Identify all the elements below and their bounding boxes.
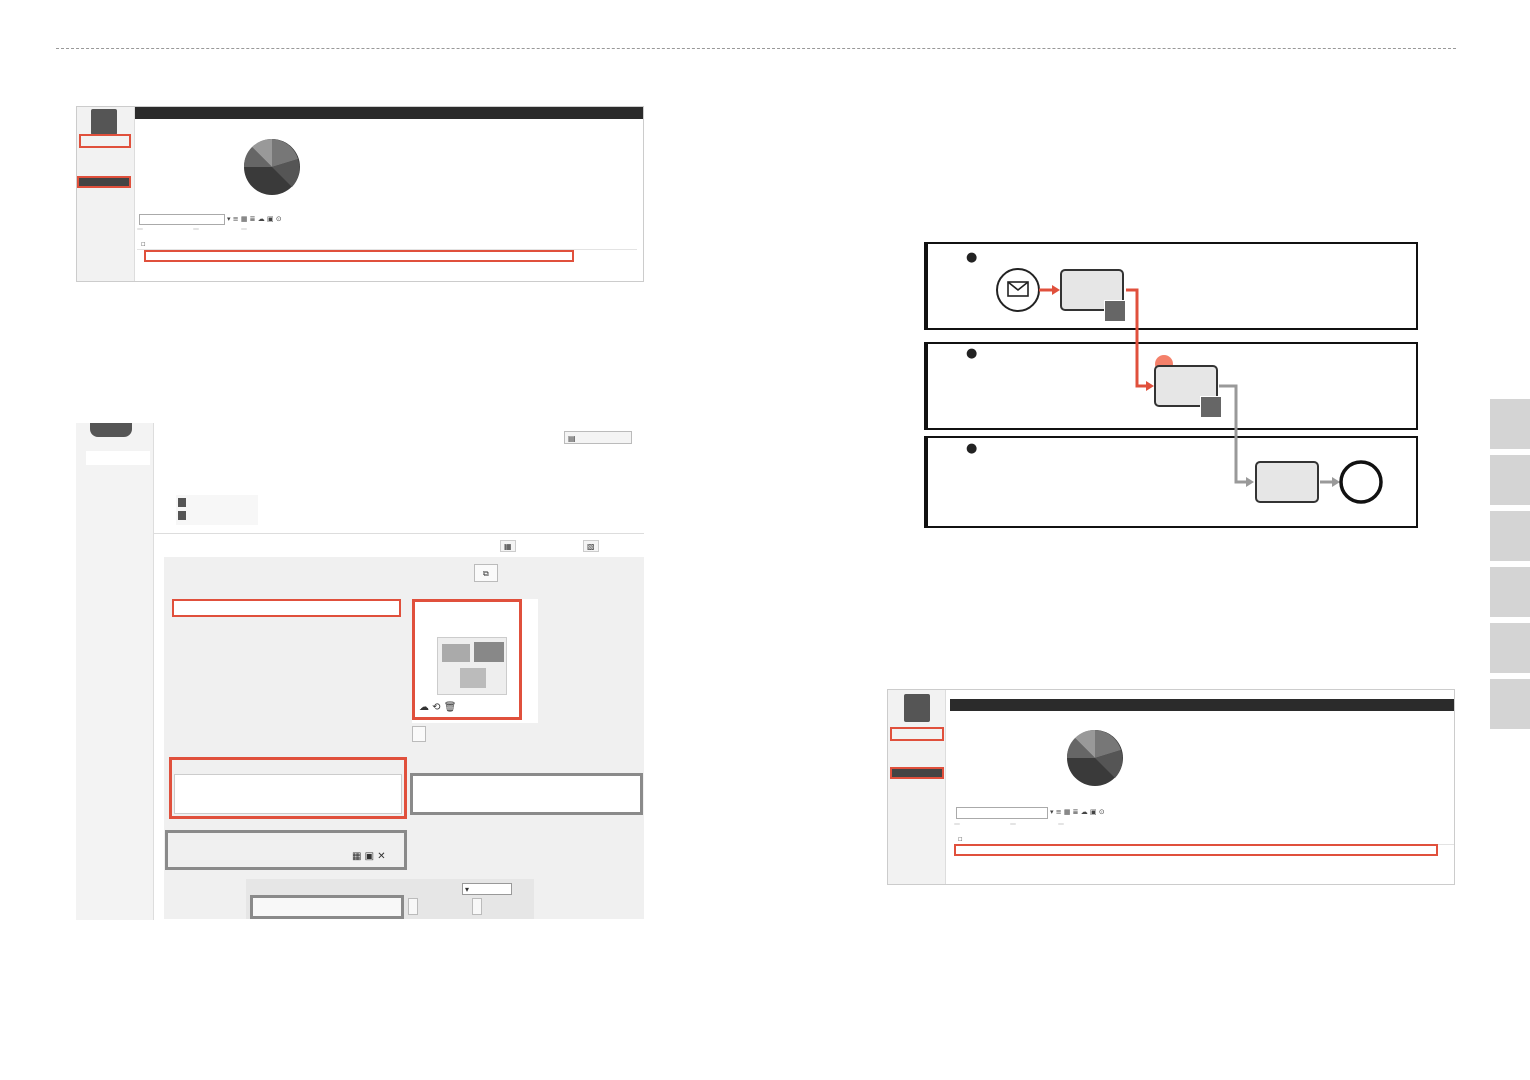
fig5-pie-chart	[242, 137, 302, 197]
fig5-table-header: ☐	[137, 240, 637, 250]
tab-chapter-4[interactable]	[1490, 567, 1530, 617]
person-icon: ●	[966, 250, 978, 265]
chapter-tabs	[1490, 343, 1530, 735]
fig5-app-filter[interactable]	[139, 214, 225, 225]
filter-chip[interactable]	[1058, 823, 1064, 825]
role-select[interactable]: ▾	[462, 883, 512, 895]
tab-chapter-1[interactable]	[1490, 399, 1530, 449]
filter-chip[interactable]	[954, 823, 960, 825]
fig8-table-header: ☐	[954, 835, 1455, 845]
tab-chapter-3[interactable]	[1490, 511, 1530, 561]
header-divider	[56, 48, 1456, 49]
book-icon: ▤	[568, 434, 576, 443]
assignee-list	[176, 495, 258, 525]
fig6-screenshot	[76, 423, 644, 920]
bpmn-diagram	[924, 242, 1418, 532]
filter-chip[interactable]	[193, 228, 199, 230]
fig8-toolbar-icons[interactable]: ▾ ≡ ▦ ≣ ☁ ▣ ⊙	[1050, 808, 1105, 816]
add-file-button[interactable]	[412, 726, 426, 742]
task-produce-deliver	[1255, 461, 1319, 503]
related-conversation-button[interactable]: ▦	[500, 540, 516, 552]
fig8-pie-chart	[1065, 728, 1125, 788]
avatar	[91, 109, 117, 135]
fig5-screenshot	[76, 106, 644, 282]
user-icon: ■	[178, 498, 186, 507]
tab-chapter-2[interactable]	[1490, 455, 1530, 505]
fig5-topbar	[135, 107, 644, 119]
calendar-icon[interactable]: ▦ ▣ ✕	[352, 851, 386, 862]
avatar	[904, 694, 930, 722]
discard-suspend-button[interactable]	[472, 898, 482, 915]
fig6-sidebar	[76, 423, 154, 920]
image-thumbnail[interactable]	[437, 637, 507, 695]
filter-chip[interactable]	[1010, 823, 1016, 825]
filter-chip[interactable]	[241, 228, 247, 230]
process-status-button[interactable]: ▧	[583, 540, 599, 552]
user-icon: ■	[178, 511, 186, 520]
fig8-topbar	[950, 699, 1455, 711]
fig5-sidebar	[77, 107, 135, 281]
fig8-screenshot	[887, 689, 1455, 885]
filter-chip[interactable]	[137, 228, 143, 230]
person-icon: ●	[966, 346, 978, 361]
save-suspend-button[interactable]	[408, 898, 418, 915]
copy-data-button[interactable]: ⧉	[474, 564, 498, 582]
avatar	[90, 423, 132, 437]
person-icon: ●	[966, 441, 978, 456]
fig8-app-filter[interactable]	[956, 807, 1048, 819]
fig6-user	[86, 451, 150, 465]
fig8-sidebar	[888, 690, 946, 884]
user-avatar-icon	[1104, 300, 1126, 322]
tab-chapter-5[interactable]	[1490, 623, 1530, 673]
user-avatar-icon	[1200, 396, 1222, 418]
tab-chapter-6[interactable]	[1490, 679, 1530, 729]
request-field[interactable]	[174, 774, 402, 814]
image-actions[interactable]: ☁ ⟲ 🗑	[419, 702, 457, 713]
manual-button[interactable]	[564, 431, 632, 444]
fig5-toolbar-icons[interactable]: ▾ ≡ ▦ ≣ ☁ ▣ ⊙	[227, 215, 282, 223]
